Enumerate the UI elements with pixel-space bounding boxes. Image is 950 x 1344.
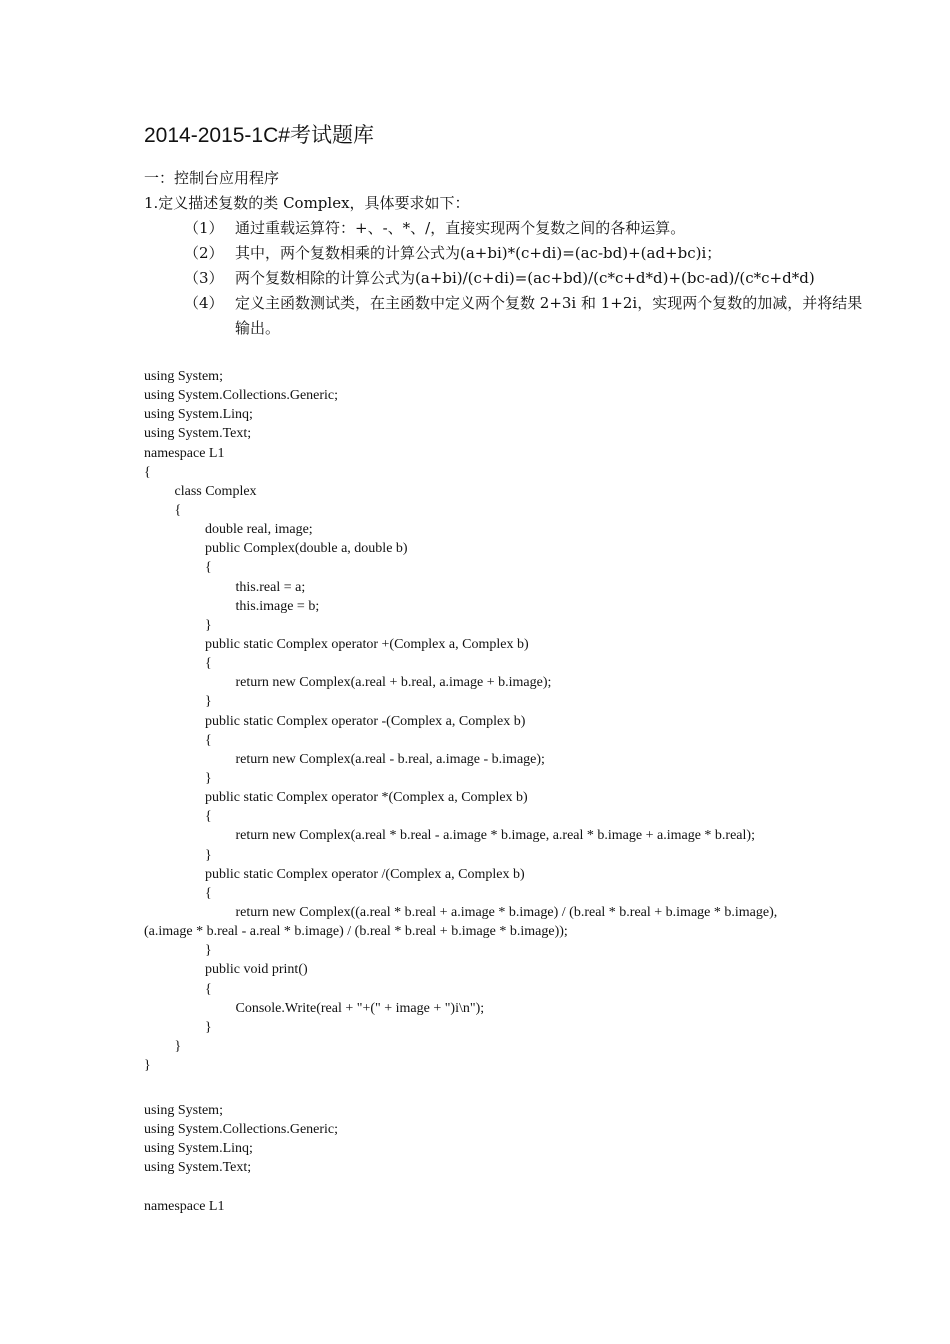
question-text: 1.定义描述复数的类 Complex，具体要求如下： (144, 194, 470, 212)
code-line: (a.image * b.real - a.real * b.image) / (b.real * b.real + b.image * b.image)); (144, 924, 568, 940)
code-block-complex-class (144, 367, 844, 1075)
requirement-number: （4） (184, 294, 224, 312)
code-line: public static Complex operator +(Complex a, Complex b) (205, 636, 529, 652)
code-line: } (205, 943, 212, 959)
code-line: { (174, 502, 182, 518)
code-line: namespace L1 (144, 445, 225, 461)
requirement-text: 通过重载运算符：+、-、*、/，直接实现两个复数之间的各种运算。 (235, 219, 686, 237)
code-block-main-program (144, 1101, 844, 1216)
code-line (144, 1178, 844, 1197)
code-line: Console.Write(real + "+(" + image + ")i\n"); (235, 1000, 485, 1016)
code-line: return new Complex(a.real + b.real, a.image + b.image); (235, 675, 552, 691)
requirement-number: （2） (184, 244, 224, 262)
code-line: public static Complex operator -(Complex a, Complex b) (205, 713, 526, 729)
document-title: 2014-2015-1C#考试题库 (144, 124, 374, 147)
code-line: using System.Linq; (144, 407, 253, 423)
code-line: } (205, 1019, 212, 1035)
requirement-text: 其中，两个复数相乘的计算公式为(a+bi)*(c+di)=(ac-bd)+(ad+bc)i； (235, 244, 722, 262)
code-line: public static Complex operator /(Complex a, Complex b) (205, 866, 525, 882)
requirement-text: 定义主函数测试类，在主函数中定义两个复数 2+3i 和 1+2i，实现两个复数的加减，并将结果输出。 (235, 294, 863, 337)
code-line: } (205, 694, 212, 710)
code-line: { (205, 885, 212, 901)
code-line: return new Complex((a.real * b.real + a.image * b.image) / (b.real * b.real + b.image * b.image), (235, 904, 778, 920)
code-line: this.real = a; (235, 579, 306, 595)
code-line: double real, image; (205, 522, 313, 538)
requirement-item (184, 216, 864, 241)
code-line: this.image = b; (235, 598, 320, 614)
requirement-text: 两个复数相除的计算公式为(a+bi)/(c+di)=(ac+bd)/(c*c+d*d)+(bc-ad)/(c*c+d*d) (235, 269, 815, 287)
code-line: } (174, 1038, 182, 1054)
code-line: { (205, 656, 212, 672)
code-line: { (144, 464, 151, 480)
code-line: using System.Text; (144, 1160, 252, 1176)
code-line: public Complex(double a, double b) (205, 541, 408, 557)
requirement-item (184, 241, 864, 266)
code-line: } (205, 617, 212, 633)
code-line: { (205, 809, 212, 825)
code-line: return new Complex(a.real * b.real - a.image * b.image, a.real * b.image + a.image * b.real); (235, 828, 755, 844)
code-line: using System; (144, 369, 223, 384)
code-line: return new Complex(a.real - b.real, a.image - b.image); (235, 751, 545, 767)
code-line: namespace L1 (144, 1198, 225, 1214)
code-line: using System; (144, 1103, 223, 1118)
code-line: } (205, 770, 212, 786)
code-line: using System.Text; (144, 426, 252, 442)
requirement-item (184, 266, 864, 291)
code-line: { (205, 981, 212, 997)
code-line: using System.Linq; (144, 1141, 253, 1157)
code-line: } (144, 1058, 151, 1074)
code-line: using System.Collections.Generic; (144, 1122, 339, 1138)
code-line: } (205, 847, 212, 863)
code-line: public static Complex operator *(Complex a, Complex b) (205, 790, 528, 806)
requirement-number: （1） (184, 219, 224, 237)
code-line: { (205, 560, 212, 576)
code-line: class Complex (174, 483, 257, 499)
code-line: using System.Collections.Generic; (144, 388, 339, 404)
code-line: { (205, 732, 212, 748)
section-heading: 一：控制台应用程序 (144, 169, 280, 187)
requirement-number: （3） (184, 269, 224, 287)
code-line: public void print() (205, 962, 308, 978)
requirement-item (184, 291, 864, 341)
